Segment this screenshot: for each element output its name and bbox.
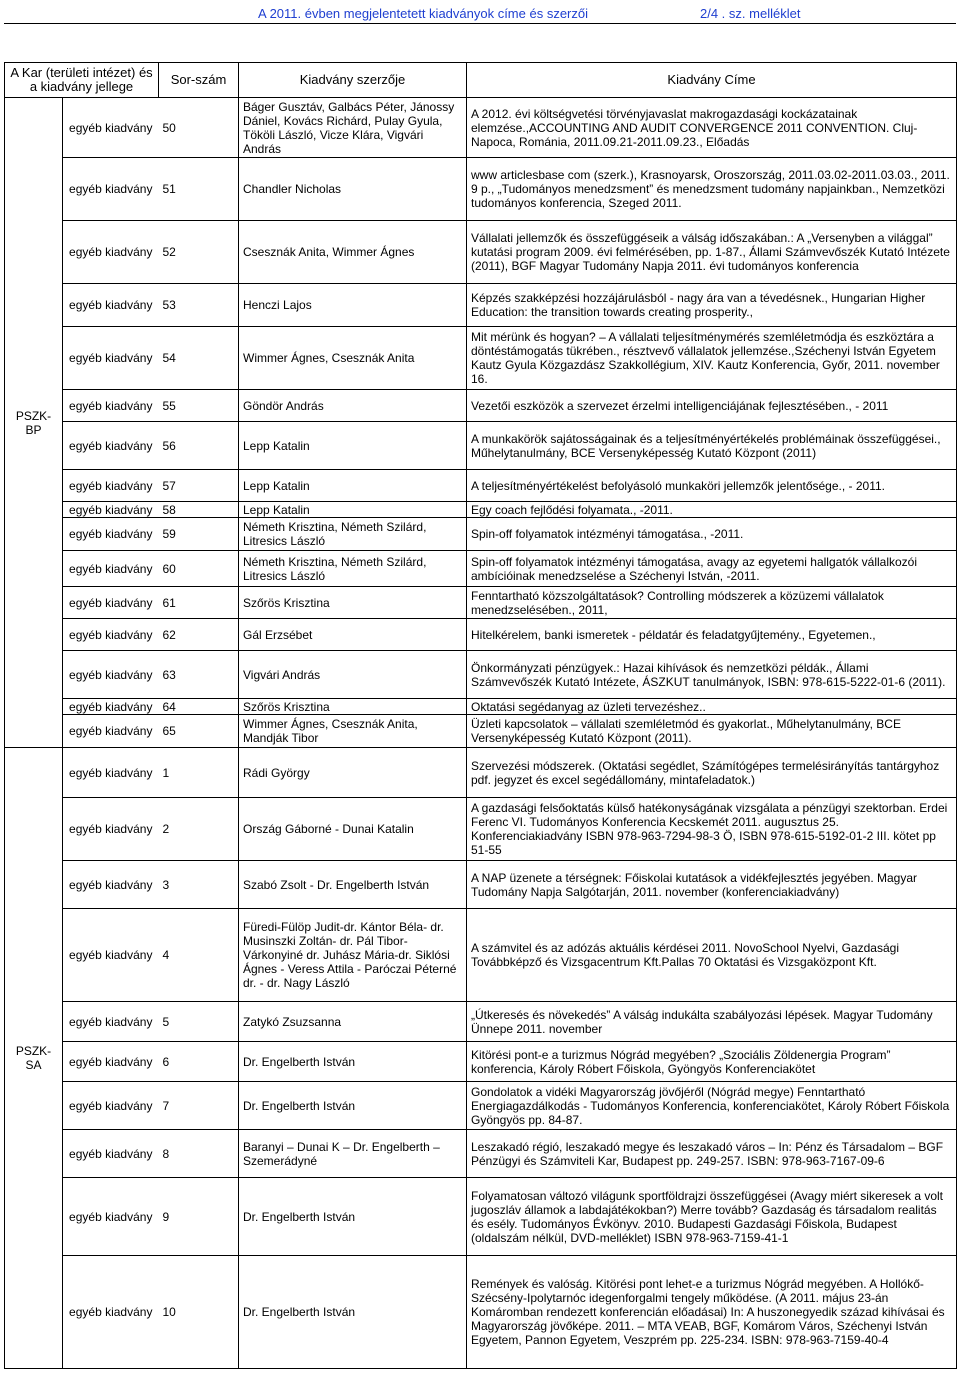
publication-author: Németh Krisztina, Németh Szilárd, Litresics László bbox=[239, 518, 467, 551]
table-row bbox=[5, 327, 957, 390]
publication-type: egyéb kiadvány bbox=[63, 551, 159, 587]
publication-type: egyéb kiadvány bbox=[63, 1130, 159, 1178]
table-row bbox=[5, 748, 957, 798]
table-row bbox=[5, 1082, 957, 1130]
table-row bbox=[5, 1130, 957, 1178]
publication-author: Németh Krisztina, Németh Szilárd, Litresics László bbox=[239, 551, 467, 587]
publication-type: egyéb kiadvány bbox=[63, 502, 159, 518]
row-number: 62 bbox=[159, 619, 239, 651]
publication-author: Wimmer Ágnes, Csesznák Anita, Mandják Tibor bbox=[239, 715, 467, 748]
publication-type: egyéb kiadvány bbox=[63, 98, 159, 158]
table-row bbox=[5, 1256, 957, 1369]
table-row bbox=[5, 587, 957, 619]
row-number: 1 bbox=[159, 748, 239, 798]
publication-type: egyéb kiadvány bbox=[63, 587, 159, 619]
row-number: 8 bbox=[159, 1130, 239, 1178]
publication-type: egyéb kiadvány bbox=[63, 422, 159, 470]
row-number: 56 bbox=[159, 422, 239, 470]
unit-group-label: PSZK-SA bbox=[5, 748, 63, 1369]
row-number: 63 bbox=[159, 651, 239, 699]
publication-title: A NAP üzenete a térségnek: Főiskolai kutatások a vidékfejlesztés jegyében. Magyar Tudomány Napja Salgótarján, 2011. november (konferenciakiadvány) bbox=[467, 861, 957, 909]
publication-type: egyéb kiadvány bbox=[63, 518, 159, 551]
document-title: A 2011. évben megjelentetett kiadványok címe és szerzői bbox=[258, 6, 589, 21]
publication-type: egyéb kiadvány bbox=[63, 909, 159, 1002]
row-number: 64 bbox=[159, 699, 239, 715]
publication-author: Henczi Lajos bbox=[239, 284, 467, 327]
table-body bbox=[5, 98, 957, 1369]
publication-author: Ország Gáborné - Dunai Katalin bbox=[239, 798, 467, 861]
publication-author: Göndör András bbox=[239, 390, 467, 422]
publication-author: Szőrös Krisztina bbox=[239, 587, 467, 619]
header-rule bbox=[4, 23, 956, 24]
publication-type: egyéb kiadvány bbox=[63, 1002, 159, 1042]
table-row bbox=[5, 551, 957, 587]
row-number: 52 bbox=[159, 221, 239, 284]
publication-title: Fenntartható közszolgáltatások? Controlling módszerek a közüzemi vállalatok menedzselésében., 2011, bbox=[467, 587, 957, 619]
table-row bbox=[5, 1042, 957, 1082]
row-number: 65 bbox=[159, 715, 239, 748]
row-number: 59 bbox=[159, 518, 239, 551]
publication-author: Dr. Engelberth István bbox=[239, 1082, 467, 1130]
publication-type: egyéb kiadvány bbox=[63, 748, 159, 798]
publication-author: Dr. Engelberth István bbox=[239, 1256, 467, 1369]
table-row bbox=[5, 518, 957, 551]
publication-title: Vállalati jellemzők és összefüggéseik a válság időszakában.: A „Versenyben a világgal” kutatási program 2009. évi felmérésében, pp. 1-87., Állami Számvevőszék Kutató Intézete (2011), BGF Magyar Tudomány Napja 2011. évi tudományos konferencia bbox=[467, 221, 957, 284]
publication-title: A teljesítményértékelést befolyásoló munkaköri jellemzők jelentősége., - 2011. bbox=[467, 470, 957, 502]
publication-author: Csesznák Anita, Wimmer Ágnes bbox=[239, 221, 467, 284]
publications-table bbox=[4, 62, 957, 1369]
row-number: 61 bbox=[159, 587, 239, 619]
publication-author: Lepp Katalin bbox=[239, 422, 467, 470]
unit-group-label: PSZK-BP bbox=[5, 98, 63, 748]
row-number: 3 bbox=[159, 861, 239, 909]
table-row bbox=[5, 699, 957, 715]
publication-type: egyéb kiadvány bbox=[63, 651, 159, 699]
publication-type: egyéb kiadvány bbox=[63, 390, 159, 422]
table-row bbox=[5, 715, 957, 748]
row-number: 9 bbox=[159, 1178, 239, 1256]
table-row bbox=[5, 390, 957, 422]
publication-type: egyéb kiadvány bbox=[63, 327, 159, 390]
table-header-row bbox=[5, 63, 957, 98]
publication-title: Remények és valóság. Kitörési pont lehet-e a turizmus Nógrád megyében. A Hollókő-Szécsény-Ipolytarnóc idegenforgalmi tengely működése. (A 2011. május 23-án Komáromban rendezett konferencián előadásai) In: A huszonegyedik század kihívásai és Magyarország jövőképe. 2011. – MTA VEAB, BGF, Komárom Város, Széchenyi István Egyetem, Pannon Egyetem, Veszprém pp. 225-234. ISBN: 978-963-7159-40-4 bbox=[467, 1256, 957, 1369]
publication-author: Szőrös Krisztina bbox=[239, 699, 467, 715]
publication-author: Gál Erzsébet bbox=[239, 619, 467, 651]
column-header-title: Kiadvány Címe bbox=[467, 63, 957, 98]
table-row bbox=[5, 158, 957, 221]
table-row bbox=[5, 619, 957, 651]
publication-author: Vigvári András bbox=[239, 651, 467, 699]
table-row bbox=[5, 1178, 957, 1256]
publication-author: Baranyi – Dunai K – Dr. Engelberth – Szemerádyné bbox=[239, 1130, 467, 1178]
publication-title: Oktatási segédanyag az üzleti tervezéshez.. bbox=[467, 699, 957, 715]
publication-type: egyéb kiadvány bbox=[63, 470, 159, 502]
publication-type: egyéb kiadvány bbox=[63, 221, 159, 284]
table-row bbox=[5, 651, 957, 699]
publication-author: Lepp Katalin bbox=[239, 502, 467, 518]
publication-type: egyéb kiadvány bbox=[63, 715, 159, 748]
publication-title: Spin-off folyamatok intézményi támogatása, avagy az egyetemi hallgatók vállalkozói ambícióinak menedzselése a Széchenyi István, -2011. bbox=[467, 551, 957, 587]
publication-title: Mit mérünk és hogyan? – A vállalati teljesítménymérés szemléletmódja és eszköztára a döntéstámogatás tükrében., résztvevő vállalatok jellemzése.,Széchenyi István Egyetem Kautz Gyula Közgazdász Szakkollégium, XIV. Kautz Konferencia, Győr, 2011. november 16. bbox=[467, 327, 957, 390]
publication-title: Kitörési pont-e a turizmus Nógrád megyében? „Szociális Zöldenergia Program” konferencia, Károly Róbert Főiskola, Gyöngyös Konferenciakötet bbox=[467, 1042, 957, 1082]
publication-type: egyéb kiadvány bbox=[63, 1178, 159, 1256]
table-row bbox=[5, 798, 957, 861]
publication-title: A gazdasági felsőoktatás külső hatékonyságának vizsgálata a pénzügyi szektorban. Erdei Ferenc VI. Tudományos Konferencia Kecskemét 2011. augusztus 25. Konferenciakiadvány ISBN 978-963-7294-98-3 Ö, ISBN 978-615-5192-01-2 III. kötet pp 51-55 bbox=[467, 798, 957, 861]
publication-title: Üzleti kapcsolatok – vállalati szemléletmód és gyakorlat., Műhelytanulmány, BCE Versenyképesség Kutató Központ (2011). bbox=[467, 715, 957, 748]
table-row bbox=[5, 284, 957, 327]
publication-type: egyéb kiadvány bbox=[63, 798, 159, 861]
row-number: 60 bbox=[159, 551, 239, 587]
publication-author: Báger Gusztáv, Galbács Péter, Jánossy Dániel, Kovács Richárd, Pulay Gyula, Tököli László, Vicze Klára, Vigvári András bbox=[239, 98, 467, 158]
publication-type: egyéb kiadvány bbox=[63, 619, 159, 651]
publication-type: egyéb kiadvány bbox=[63, 284, 159, 327]
table-row bbox=[5, 502, 957, 518]
publication-author: Zatykó Zsuzsanna bbox=[239, 1002, 467, 1042]
row-number: 10 bbox=[159, 1256, 239, 1369]
publication-title: A számvitel és az adózás aktuális kérdései 2011. NovoSchool Nyelvi, Gazdasági Továbbképző és Vizsgacentrum Kft.Pallas 70 Oktatási és Vizsgaközpont Kft. bbox=[467, 909, 957, 1002]
publication-type: egyéb kiadvány bbox=[63, 1256, 159, 1369]
page-header bbox=[0, 0, 960, 28]
publication-type: egyéb kiadvány bbox=[63, 699, 159, 715]
table-row bbox=[5, 861, 957, 909]
publication-title: Egy coach fejlődési folyamata., -2011. bbox=[467, 502, 957, 518]
publication-author: Dr. Engelberth István bbox=[239, 1178, 467, 1256]
publication-author: Füredi-Fülöp Judit-dr. Kántor Béla- dr. Musinszki Zoltán- dr. Pál Tibor-Várkonyiné dr. Juhász Mária-dr. Siklósi Ágnes - Veress Attila - Paróczai Péterné dr. - dr. Nagy László bbox=[239, 909, 467, 1002]
publication-title: A munkakörök sajátosságainak és a teljesítményértékelés problémáinak összefüggései., Műhelytanulmány, BCE Versenyképesség Kutató Központ (2011) bbox=[467, 422, 957, 470]
column-header-number: Sor-szám bbox=[159, 63, 239, 98]
row-number: 57 bbox=[159, 470, 239, 502]
row-number: 58 bbox=[159, 502, 239, 518]
table-row bbox=[5, 98, 957, 158]
publication-type: egyéb kiadvány bbox=[63, 1082, 159, 1130]
row-number: 7 bbox=[159, 1082, 239, 1130]
table-row bbox=[5, 422, 957, 470]
table-row bbox=[5, 909, 957, 1002]
publication-title: Szervezési módszerek. (Oktatási segédlet, Számítógépes termelésirányítás tantárgyhoz pdf. jegyzet és excel segédállomány, mintafeladatok.) bbox=[467, 748, 957, 798]
publication-title: Képzés szakképzési hozzájárulásból - nagy ára van a tévedésnek., Hungarian Higher Education: the transition towards creating prosperity., bbox=[467, 284, 957, 327]
publication-author: Lepp Katalin bbox=[239, 470, 467, 502]
publication-author: Rádi György bbox=[239, 748, 467, 798]
table-row bbox=[5, 1002, 957, 1042]
publication-type: egyéb kiadvány bbox=[63, 158, 159, 221]
table-row bbox=[5, 221, 957, 284]
row-number: 54 bbox=[159, 327, 239, 390]
publication-title: „Útkeresés és növekedés” A válság indukálta szabályozási lépések. Magyar Tudomány Ünnepe 2011. november bbox=[467, 1002, 957, 1042]
publication-title: Gondolatok a vidéki Magyarország jövőjéről (Nógrád megye) Fenntartható Energiagazdálkodás - Tudományos Konferencia, konferenciakötet, Károly Róbert Főiskola Gyöngyös pp. 84-87. bbox=[467, 1082, 957, 1130]
publication-title: Spin-off folyamatok intézményi támogatása., -2011. bbox=[467, 518, 957, 551]
row-number: 55 bbox=[159, 390, 239, 422]
row-number: 6 bbox=[159, 1042, 239, 1082]
annex-label: 2/4 . sz. melléklet bbox=[700, 6, 801, 21]
row-number: 51 bbox=[159, 158, 239, 221]
publication-type: egyéb kiadvány bbox=[63, 1042, 159, 1082]
publication-title: Hitelkérelem, banki ismeretek - példatár és feladatgyűjtemény., Egyetemen., bbox=[467, 619, 957, 651]
publication-author: Chandler Nicholas bbox=[239, 158, 467, 221]
publication-title: Vezetői eszközök a szervezet érzelmi intelligenciájának fejlesztésében., - 2011 bbox=[467, 390, 957, 422]
table-row bbox=[5, 470, 957, 502]
publication-author: Szabó Zsolt - Dr. Engelberth István bbox=[239, 861, 467, 909]
column-header-unit: A Kar (területi intézet) és a kiadvány jellege bbox=[5, 63, 159, 98]
publication-author: Dr. Engelberth István bbox=[239, 1042, 467, 1082]
row-number: 53 bbox=[159, 284, 239, 327]
row-number: 2 bbox=[159, 798, 239, 861]
publication-title: A 2012. évi költségvetési törvényjavaslat makrogazdasági kockázatainak elemzése.,ACCOUNTING AND AUDIT CONVERGENCE 2011 CONVENTION. Cluj-Napoca, Románia, 2011.09.21-2011.09.23., Előadás bbox=[467, 98, 957, 158]
row-number: 50 bbox=[159, 98, 239, 158]
publication-title: Önkormányzati pénzügyek.: Hazai kihívások és nemzetközi példák., Állami Számvevőszék Kutató Intézete, ÁSZKUT tanulmányok, ISBN: 978-615-5222-01-6 (2011). bbox=[467, 651, 957, 699]
row-number: 5 bbox=[159, 1002, 239, 1042]
publication-title: Leszakadó régió, leszakadó megye és leszakadó város – In: Pénz és Társadalom – BGF Pénzügyi és Számviteli Kar, Budapest pp. 249-257. ISBN: 978-963-7167-09-6 bbox=[467, 1130, 957, 1178]
publication-type: egyéb kiadvány bbox=[63, 861, 159, 909]
row-number: 4 bbox=[159, 909, 239, 1002]
publication-author: Wimmer Ágnes, Csesznák Anita bbox=[239, 327, 467, 390]
column-header-author: Kiadvány szerzője bbox=[239, 63, 467, 98]
publication-title: Folyamatosan változó világunk sportföldrajzi összefüggései (Avagy miért sikeresek a volt jugoszláv államok a labdajátékokban?) Merre tovább? Gazdaság és társadalom realitás és esély. Tudományos Évkönyv. 2010. Budapesti Gazdasági Főiskola, Budapest (oldalszám nélkül, DVD-melléklet) ISBN 978-963-7159-41-1 bbox=[467, 1178, 957, 1256]
publication-title: www articlesbase com (szerk.), Krasnoyarsk, Oroszország, 2011.03.02-2011.03.03., 2011. 9 p., „Tudományos menedzsment” és menedzsment tudomány napjainkban., Nemzetközi tudományos konferencia, Szeged 2011. bbox=[467, 158, 957, 221]
